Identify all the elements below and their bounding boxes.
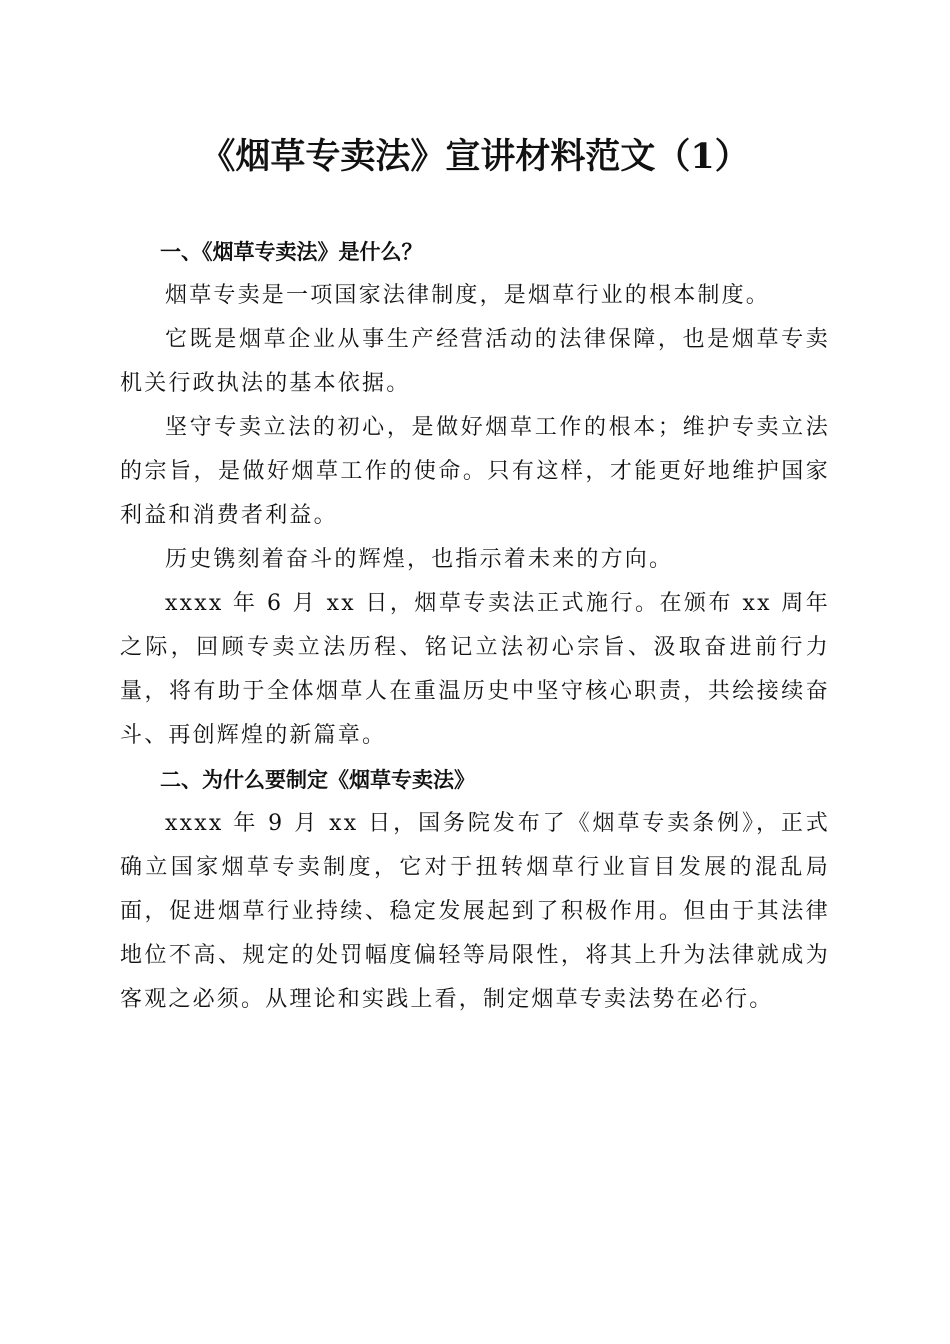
section-1-paragraph-4: 历史镌刻着奋斗的辉煌，也指示着未来的方向。 <box>165 547 674 572</box>
section-1-heading: 一、《烟草专卖法》是什么？ <box>160 240 423 264</box>
section-1-paragraph-1: 烟草专卖是一项国家法律制度，是烟草行业的根本制度。 <box>165 283 771 308</box>
section-1-paragraph-2: 它既是烟草企业从事生产经营活动的法律保障，也是烟草专卖机关行政执法的基本依据。 <box>120 327 830 396</box>
section-1-paragraph-5: xxxx 年 6 月 xx 日，烟草专卖法正式施行。在颁布 xx 周年之际，回顾专卖立法历程、铭记立法初心宗旨、汲取奋进前行力量，将有助于全体烟草人在重温历史中坚守核心职责，共绘接续奋斗、再创辉煌的新篇章。 <box>120 591 830 748</box>
document-title: 《烟草专卖法》宣讲材料范文（1） <box>200 136 750 177</box>
section-2-paragraph-1: xxxx 年 9 月 xx 日，国务院发布了《烟草专卖条例》，正式确立国家烟草专卖制度，它对于扭转烟草行业盲目发展的混乱局面，促进烟草行业持续、稳定发展起到了积极作用。但由于其法律地位不高、规定的处罚幅度偏轻等局限性，将其上升为法律就成为客观之必须。从理论和实践上看，制定烟草专卖法势在必行。 <box>120 811 830 1012</box>
section-1-paragraph-3: 坚守专卖立法的初心，是做好烟草工作的根本；维护专卖立法的宗旨，是做好烟草工作的使命。只有这样，才能更好地维护国家利益和消费者利益。 <box>120 415 830 528</box>
section-2-heading: 二、为什么要制定《烟草专卖法》 <box>160 768 475 792</box>
document-body <box>120 230 830 1022</box>
